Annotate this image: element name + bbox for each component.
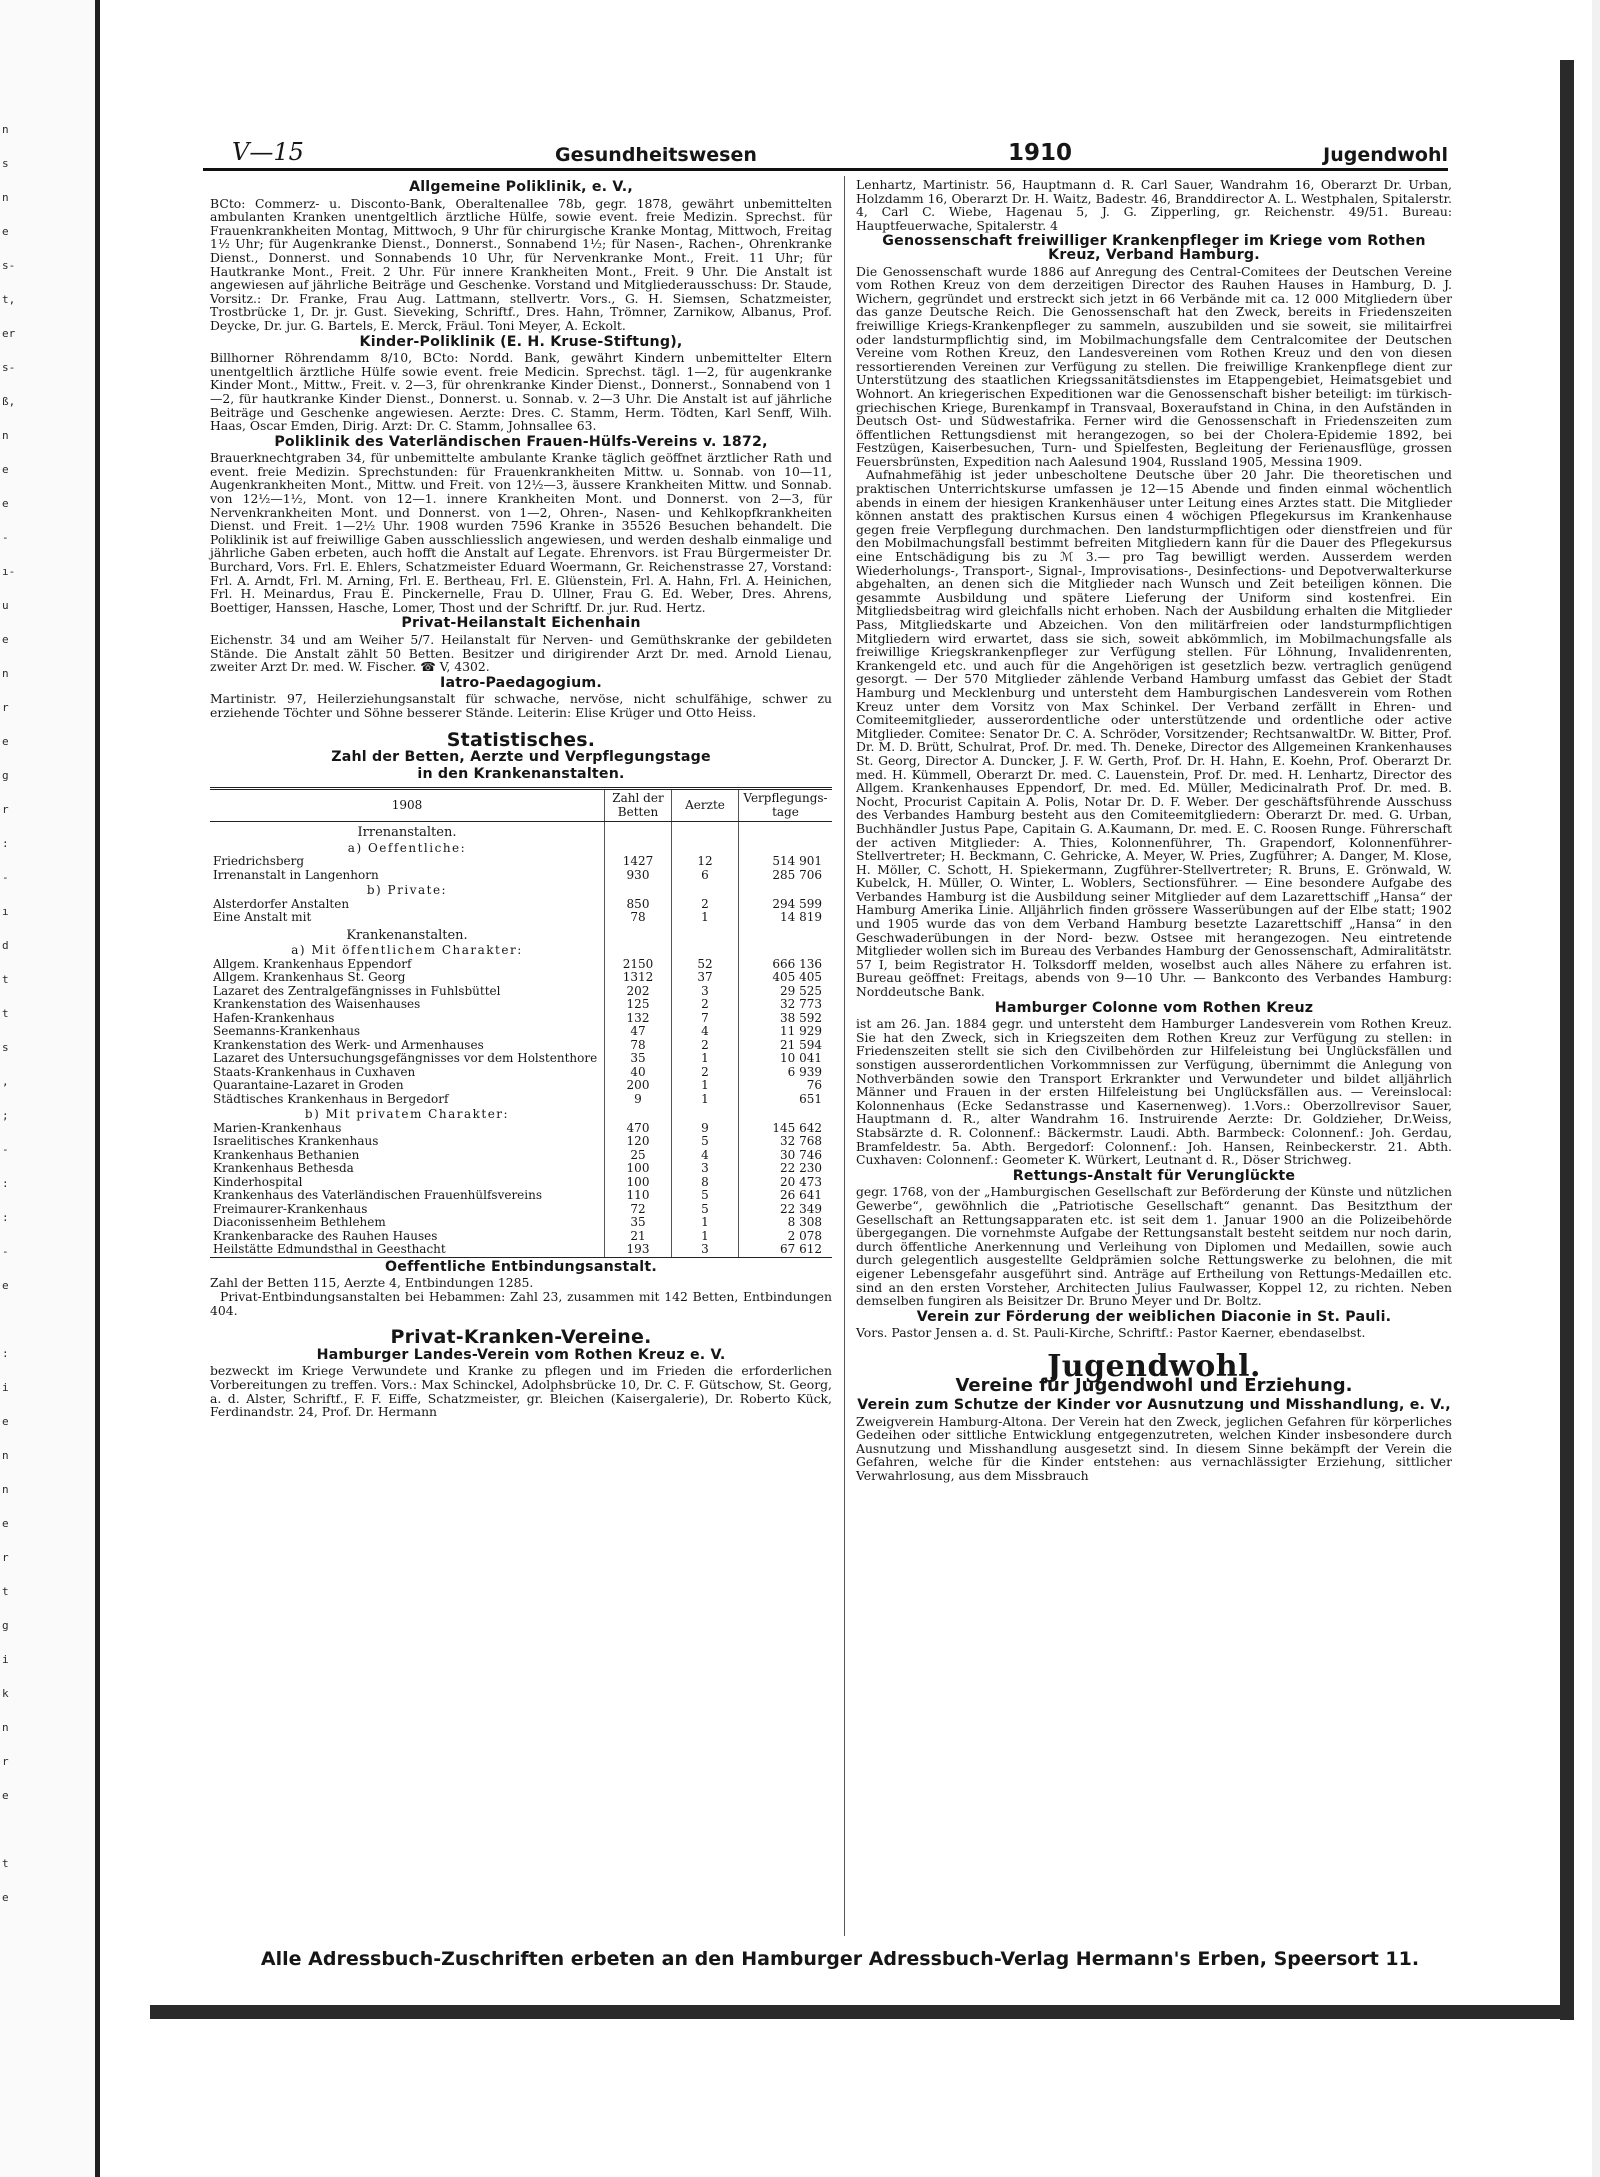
care-days: 6 939: [739, 1066, 833, 1080]
beds-count: 25: [605, 1149, 672, 1163]
care-days: 32 768: [739, 1135, 833, 1149]
strip-fragment: r: [2, 1755, 9, 1768]
table-empty-cell: [605, 822, 672, 840]
care-days: 285 706: [739, 869, 833, 883]
doctors-count: 9: [672, 1122, 739, 1136]
strip-fragment: -: [2, 1143, 9, 1156]
institution-name: Marien-Krankenhaus: [213, 1120, 342, 1135]
table-header-beds: Zahl der Betten: [605, 789, 672, 822]
strip-fragment: n: [2, 1721, 9, 1734]
institution-name: Krankenhaus Bethesda: [213, 1161, 354, 1176]
header-left-title: Gesundheitswesen: [554, 144, 757, 166]
table-row: [210, 1135, 832, 1149]
strip-fragment: n: [2, 1449, 9, 1462]
care-days: 651: [739, 1093, 833, 1107]
table-row: [210, 1243, 832, 1257]
institution-name: Eine Anstalt mit: [213, 910, 312, 925]
right-section-title: Verein zur Förderung der weiblichen Diaconie in St. Pauli.: [916, 1308, 1392, 1325]
beds-count: 78: [605, 911, 672, 925]
strip-fragment: e: [2, 1279, 9, 1292]
right-edge-bar: [1560, 60, 1574, 2020]
institution-name: Irrenanstalt in Langenhorn: [213, 867, 379, 882]
doctors-count: 5: [672, 1203, 739, 1217]
table-empty-cell: [739, 840, 833, 856]
table-row: [210, 958, 832, 972]
strip-fragment: ;: [2, 1109, 9, 1122]
strip-fragment: t: [2, 1007, 9, 1020]
beds-count: 110: [605, 1189, 672, 1203]
table-row: [210, 1122, 832, 1136]
table-row: [210, 1039, 832, 1053]
table-row: [210, 998, 832, 1012]
institution-name: Kinderhospital: [213, 1174, 303, 1189]
table-subgroup-heading: a) Mit öffentlichem Charakter:: [291, 943, 523, 958]
table-empty-cell: [605, 1106, 672, 1122]
table-row: [210, 855, 832, 869]
institution-name: Lazaret des Zentralgefängnisses in Fuhlsbüttel: [213, 983, 501, 998]
statistics-subtitle: Zahl der Betten, Aerzte und Verpflegungstage: [331, 749, 711, 766]
strip-fragment: t: [2, 1585, 9, 1598]
institution-name: Allgem. Krankenhaus St. Georg: [213, 970, 406, 985]
header-right-title: Jugendwohl: [1323, 144, 1448, 166]
beds-count: 35: [605, 1216, 672, 1230]
right-section-text: Aufnahmefähig ist jeder unbescholtene Deutsche über 20 Jahr. Die theoretischen und praktischen Unterrichtskurse umfassen je 12—15 Abende und finden einmal wöchentlich abends in einem der hiesigen Krankenhäuser unter Leitung eines Arztes statt. Die Mitglieder können anstatt des praktischen Kursus einen 4 wöchigen Pflegekursus im Krankenhause gegen freie Verpflegung durchmachen. Den landsturmpflichtigen oder dienstfreien und für den Mobilmachungsfall bestimmt befreiten Mitgliedern kann für die Dauer des Pflegekursus eine Entschädigung bis zu ℳ 3.— pro Tag bewilligt werden. Ausserdem werden Wiederholungs-, Transport-, Signal-, Improvisations-, Desinfections- und Depotverwalterkurse abgehalten, an denen sich die Mitglieder nach Wunsch und Zeit beteiligen können. Die gesammte Ausbildung und spätere Lieferung der Uniform sind kostenfrei. Ein Mitgliedsbeitrag wird gleichfalls nicht erhoben. Nach der Ausbildung erhalten die Mitglieder Pass, Mitgliedskarte und Abzeichen. Von den militärfreien oder landsturmpflichtigen Mitgliedern wird erwartet, dass sie sich, soweit abkömmlich, im Mobilmachungsfalle als freiwillige Kriegskrankenpfleger zur Verfügung stellen. Für Löhnung, Invalidenrenten, Krankengeld etc. und auch für die Angehörigen ist gesetzlich bezw. vertraglich genügend gesorgt. — Der 570 Mitglieder zählende Verband Hamburg umfasst das Gebiet der Stadt Hamburg und Mecklenburg und untersteht dem Hamburgischen Landesverein vom Rothen Kreuz unter dem Vorsitz von Max Schinkel. Der Verband zerfällt in Ehren- und Comiteemitglieder, ausserordentliche oder unterstützende und ordentliche oder active Mitglieder. Comitee: Senator Dr. C. A. Schröder, Vorsitzender; RechtsanwaltDr. W. Bitter, Prof. Dr. M. D. Brütt, Schulrat, Prof. Dr. med. Th. Deneke, Director des Allgemeinen Krankenhauses St. Georg, Director A. Duncker, J. F. W. Gerth, Prof. Dr. H. Hahn, E. Koehn, Prof. Oberarzt Dr. med. H. Kümmell, Oberarzt Dr. med. C. Lauenstein, Prof. Dr. med. H. Lenhartz, Director des Allgem. Krankenhauses Eppendorf, Dr. med. Ed. Müller, Medicinalrath Prof. Dr. med. B. Nocht, Procurist Capitain A. Polis, Notar Dr. D. F. Weber. Der geschäftsführende Ausschuss des Verbandes Hamburg besteht aus den Comiteemitgliedern: Oberarzt Dr. med. G. Urban, Buchhändler Justus Pape, Capitain G. A.Kaumann, Dr. med. E. C. Roosen Runge. Führerschaft der activen Mitglieder: A. Thies, Kolonnenführer, Th. Grapendorf, Kolonnenführer-Stellvertreter; H. Beckmann, C. Gehricke, A. Meyer, W. Pries, Zugführer; A. Danger, M. Klose, H. Möller, C. Schott, H. Spiekermann, Zugführer-Stellvertreter; R. Bruns, E. Grönwald, W. Kubelck, H. Müller, O. Winter, L. Woblers, Sectionsführer. — Eine besondere Aufgabe des Verbandes Hamburg ist die Ausbildung seiner Mitglieder auf dem Lazarettschiff „Hansa“ der Hamburg Amerika Linie. Alljährlich finden grössere Wasserübungen auf der Elbe statt; 1902 und 1905 wurde das von dem Verband Hamburg besetzte Lazarettschiff „Hansa“ in den Geschwaderübungen in der Nord- bezw. Ostsee mit herangezogen. Neu eintretende Mitglieder wollen sich im Bureau des Verbandes Hamburg der Genossenschaft, Admiralitätstr. 57 I, beim Registrator H. Tolksdorff melden, woselbst auch alles Nähere zu erfahren ist. Bureau geöffnet: Freitags, abends von 9—10 Uhr. — Bankconto des Verbandes Hamburg: Norddeutsche Bank.: [856, 467, 1452, 1000]
entbindung-section-title: Oeffentliche Entbindungsanstalt.: [385, 1258, 657, 1275]
beds-count: 100: [605, 1162, 672, 1176]
right-section-text: Die Genossenschaft wurde 1886 auf Anregung des Central-Comitees der Deutschen Vereine vom Rothen Kreuz von dem derzeitigen Director des Rauhen Hauses in Hamburg, D. J. Wichern, gegründet und erstreckt sich jetzt in 66 Verbände mit ca. 12 000 Mitgliedern über das ganze Deutsche Reich. Die Genossenschaft hat den Zweck, bereits in Friedenszeiten freiwillige Kriegs-Krankenpfleger zu sammeln, auszubilden und sie soweit, sie militairfrei oder landsturmpflichtig sind, im Mobilmachungsfalle dem Centralcomitee der Deutschen Vereine vom Rothen Kreuz, den Landesvereinen vom Rothen Kreuz und den von diesen ressortierenden Vereinen zur Verfügung zu stellen. Die freiwillige Krankenpflege dient zur Unterstützung des staatlichen Kriegssanitätsdienstes im Etappengebiet, Heimatsgebiet und Wohnort. An kriegerischen Expeditionen war die Genossenschaft bisher beteiligt: im türkisch-griechischen Kriege, Burenkampf in Transvaal, Boxeraufstand in China, in den Aufständen in Deutsch Ost- und Südwestafrika. Ferner wird die Genossenschaft in Friedenszeiten zum öffentlichen Rettungsdienst mit herangezogen, so bei der Cholera-Epidemie 1892, bei Festzügen, Kaiserbesuchen, Turn- und Spielfesten, Begleitung der Ferienausflüge, grossen Feuersbrünsten, Expedition nach Aalesund 1904, Russland 1905, Messina 1909.: [856, 263, 1452, 469]
table-empty-cell: [605, 942, 672, 958]
privat-title: Privat-Kranken-Vereine.: [390, 1326, 652, 1349]
beds-count: 40: [605, 1066, 672, 1080]
table-group-row: [210, 925, 832, 943]
bottom-edge-bar: [150, 2005, 1566, 2019]
table-empty-cell: [672, 882, 739, 898]
care-days: 514 901: [739, 855, 833, 869]
footer-note: Alle Adressbuch-Zuschriften erbeten an den Hamburger Adressbuch-Verlag Hermann's Erben, Speersort 11.: [260, 1948, 1420, 1970]
strip-fragment: ı: [2, 905, 9, 918]
table-empty-cell: [739, 942, 833, 958]
strip-fragment: e: [2, 463, 9, 476]
table-row: [210, 1066, 832, 1080]
care-days: 76: [739, 1079, 833, 1093]
care-days: 38 592: [739, 1012, 833, 1026]
jugend-section-title: Verein zum Schutze der Kinder vor Ausnutzung und Misshandlung, e. V.,: [857, 1397, 1451, 1414]
strip-fragment: n: [2, 667, 9, 680]
institution-name: Krankenhaus des Vaterländischen Frauenhülfsvereins: [213, 1188, 543, 1203]
institution-name: Heilstätte Edmundsthal in Geesthacht: [210, 1243, 605, 1257]
jugend-section-text: Zweigverein Hamburg-Altona. Der Verein hat den Zweck, jeglichen Gefahren für körperliches Gedeihen oder sittliche Entwicklung entgegenzutreten, welchen Kinder insbesondere durch Ausnutzung und Misshandlung ausgesetzt sind. In diesem Sinne bekämpft der Verein die Gefahren, welche für die Kinder entstehen: aus vernachlässigter Erziehung, sittlicher Verwahrlosung, aus dem Missbrauch: [856, 1413, 1452, 1484]
doctors-count: 1: [672, 1093, 739, 1107]
strip-fragment: n: [2, 429, 9, 442]
beds-count: 470: [605, 1122, 672, 1136]
table-subgroup-heading: b) Private:: [366, 883, 448, 898]
care-days: 29 525: [739, 985, 833, 999]
institution-name: Hafen-Krankenhaus: [213, 1010, 335, 1025]
strip-fragment: s: [2, 157, 9, 170]
doctors-count: 37: [672, 971, 739, 985]
strip-fragment: r: [2, 701, 9, 714]
strip-fragment: -: [2, 531, 9, 544]
institution-name: Friedrichsberg: [213, 854, 305, 869]
strip-fragment: g: [2, 1619, 9, 1632]
strip-fragment: n: [2, 1483, 9, 1496]
institution-name: Israelitisches Krankenhaus: [213, 1134, 379, 1149]
statistics-table: [210, 787, 832, 1258]
table-empty-cell: [672, 925, 739, 943]
doctors-count: 2: [672, 1039, 739, 1053]
table-empty-cell: [605, 925, 672, 943]
privat-section-title: Hamburger Landes-Verein vom Rothen Kreuz e. V.: [316, 1346, 726, 1363]
doctors-count: 7: [672, 1012, 739, 1026]
doctors-count: 3: [672, 1162, 739, 1176]
beds-count: 125: [605, 998, 672, 1012]
right-section-text: gegr. 1768, von der „Hamburgischen Gesellschaft zur Beförderung der Künste und nützlichen Gewerbe“, gewöhnlich die „Patriotische Gesellschaft“ genannt. Das Besitzthum der Gesellschaft an Rettungsapparaten etc. ist seit dem 1. Januar 1900 an die Polizeibehörde übergegangen. Die vornehmste Aufgabe der Rettungsanstalt besteht seitdem nur noch darin, durch öffentliche Anerkennung und Verleihung von Diplomen und Medaillen, sowie auch durch gelegentlich ausgestellte Geldprämien solche Rettungswerke zu belohnen, die mit eigener Lebensgefahr ausgeführt sind. Anträge auf Ertheilung von Rettungs-Medaillen etc. sind an den ersten Vorsteher, Architecten Julius Faulwasser, Koppel 12, zu richten. Neben demselben fungiren als Beisitzer Dr. Bruno Meyer und Dr. Boltz.: [856, 1184, 1452, 1309]
table-header-doctors: Aerzte: [672, 789, 739, 822]
institution-name: Quarantaine-Lazaret in Groden: [213, 1078, 404, 1093]
beds-count: 132: [605, 1012, 672, 1026]
doctors-count: 3: [672, 985, 739, 999]
table-group-row: [210, 822, 832, 840]
strip-fragment: u: [2, 599, 9, 612]
doctors-count: 52: [672, 958, 739, 972]
institution-name: Allgem. Krankenhaus Eppendorf: [213, 956, 412, 971]
right-section-title: Rettungs-Anstalt für Verunglückte: [1012, 1167, 1296, 1184]
beds-count: 47: [605, 1025, 672, 1039]
strip-fragment: e: [2, 1891, 9, 1904]
strip-fragment: :: [2, 1347, 9, 1360]
care-days: 22 349: [739, 1203, 833, 1217]
strip-fragment: :: [2, 1211, 9, 1224]
beds-count: 35: [605, 1052, 672, 1066]
care-days: 26 641: [739, 1189, 833, 1203]
strip-fragment: i: [2, 1653, 9, 1666]
table-subgroup-row: [210, 942, 832, 958]
left-section-title: Allgemeine Poliklinik, e. V.,: [409, 179, 633, 195]
table-empty-cell: [739, 1106, 833, 1122]
institution-name: Freimaurer-Krankenhaus: [213, 1201, 368, 1216]
doctors-count: 4: [672, 1149, 739, 1163]
strip-fragment: -: [2, 871, 9, 884]
left-section-title: Poliklinik des Vaterländischen Frauen-Hülfs-Vereins v. 1872,: [274, 433, 768, 450]
table-subgroup-heading: b) Mit privatem Charakter:: [304, 1107, 510, 1122]
strip-fragment: ı-: [2, 565, 16, 578]
header-year: 1910: [1008, 140, 1073, 166]
table-row: [210, 869, 832, 883]
care-days: 32 773: [739, 998, 833, 1012]
doctors-count: 1: [672, 1216, 739, 1230]
statistics-title: Statistisches.: [446, 728, 596, 751]
institution-name: Krankenhaus Bethanien: [213, 1147, 360, 1162]
beds-count: 9: [605, 1093, 672, 1107]
table-subgroup-row: [210, 840, 832, 856]
right-intro: Lenhartz, Martinistr. 56, Hauptmann d. R. Carl Sauer, Wandrahm 16, Oberarzt Dr. Urban, Holzdamm 16, Oberarzt Dr. H. Waitz, Badestr. 46, Branddirector A. L. Westphalen, Spitalerstr. 4, Carl C. Wiebe, Hagenau 5, J. G. Zipperling, gr. Reichenstr. 49/51. Bureau: Hauptfeuerwache, Spitalerstr. 4: [856, 177, 1452, 233]
table-row: [210, 1012, 832, 1026]
beds-count: 850: [605, 898, 672, 912]
table-row: [210, 985, 832, 999]
care-days: 405 405: [739, 971, 833, 985]
care-days: 20 473: [739, 1176, 833, 1190]
strip-fragment: e: [2, 1789, 9, 1802]
strip-fragment: s-: [2, 361, 16, 374]
table-row: [210, 1079, 832, 1093]
beds-count: 72: [605, 1203, 672, 1217]
table-row: [210, 1216, 832, 1230]
doctors-count: 5: [672, 1135, 739, 1149]
strip-fragment: e: [2, 633, 9, 646]
page-header: [232, 132, 1448, 166]
table-empty-cell: [739, 822, 833, 840]
doctors-count: 3: [672, 1243, 739, 1257]
left-section-text: BCto: Commerz- u. Disconto-Bank, Oberaltenallee 78b, gegr. 1878, gewährt unbemittelten ambulanten Kranken unentgeltlich ärztliche Hülfe, sowie event. freie Medizin. Sprechst. für Frauenkrankheiten Montag, Mittwoch, 9 Uhr für chirurgische Kranke Montag, Mittwoch, Freitag 1½ Uhr; für Augenkranke Dienst., Donnerst., Sonnabend 1½; für Nasen-, Rachen-, Ohrenkranke Dienst., Donnerst. und Sonnabends 10 Uhr, für Nervenkranke Mont., Freit. 11 Uhr; für Hautkranke Mont., Freit. 2 Uhr. Für innere Krankheiten Mont., Freit. 9 Uhr. Die Anstalt ist angewiesen auf jährliche Beiträge und Geschenke. Vorstand und Mitgliederausschuss: Dr. Staude, Vorsitz.: Dr. Franke, Frau Aug. Lattmann, stellvertr. Vors., G. H. Siemsen, Schatzmeister, Trostbrücke 1, Dr. jr. Gust. Sieveking, Schriftf., Dres. Hahn, Trömner, Zarnikow, Albanus, Prof. Deycke, Dr. jur. G. Bartels, E. Merck, Fräul. Toni Meyer, A. Eckolt.: [210, 195, 832, 333]
care-days: 10 041: [739, 1052, 833, 1066]
doctors-count: 1: [672, 1230, 739, 1244]
column-divider: [844, 176, 845, 1936]
adjacent-page-strip: [0, 0, 100, 2177]
left-section-text: Billhorner Röhrendamm 8/10, BCto: Nordd. Bank, gewährt Kindern unbemittelter Eltern unentgeltlich ärztliche Hülfe sowie event. freie Medicin. Sprechst. tägl. 1—2, für augenkranke Kinder Mont., Mittw., Freit. v. 2—3, für ohrenkranke Kinder Dienst., Donnerst., Sonnabend von 1—2, für hautkranke Kinder Dienst., Donnerst. u. Sonnab. v. 2—3 Uhr. Die Anstalt ist auf jährliche Beiträge und Geschenke angewiesen. Aerzte: Dres. C. Stamm, Herm. Tödten, Karl Senff, Wilh. Haas, Oscar Emden, Dirig. Arzt: Dr. C. Stamm, Johnsallee 63.: [210, 350, 832, 434]
care-days: 22 230: [739, 1162, 833, 1176]
strip-fragment: ,: [2, 1075, 9, 1088]
strip-fragment: s: [2, 1041, 9, 1054]
doctors-count: 2: [672, 1066, 739, 1080]
strip-fragment: e: [2, 735, 9, 748]
care-days: 14 819: [739, 911, 833, 925]
doctors-count: 8: [672, 1176, 739, 1190]
entbindung-section-text: Privat-Entbindungsanstalten bei Hebammen: Zahl 23, zusammen mit 142 Betten, Entbindungen 404.: [210, 1289, 832, 1318]
doctors-count: 1: [672, 911, 739, 925]
care-days: 8 308: [739, 1216, 833, 1230]
table-empty-cell: [672, 942, 739, 958]
beds-count: 21: [605, 1230, 672, 1244]
institution-name: Krankenstation des Werk- und Armenhauses: [213, 1037, 484, 1052]
table-row: [210, 1189, 832, 1203]
beds-count: 930: [605, 869, 672, 883]
page-number: V—15: [232, 138, 304, 166]
institution-name: Seemanns-Krankenhaus: [213, 1024, 361, 1039]
table-row: [210, 898, 832, 912]
strip-fragment: k: [2, 1687, 9, 1700]
table-empty-cell: [672, 1106, 739, 1122]
table-row: [210, 1203, 832, 1217]
doctors-count: 6: [672, 869, 739, 883]
strip-fragment: e: [2, 1415, 9, 1428]
strip-fragment: n: [2, 191, 9, 204]
right-section-text: ist am 26. Jan. 1884 gegr. und untersteht dem Hamburger Landesverein vom Rothen Kreuz. Sie hat den Zweck, sich in Kriegszeiten dem Rothen Kreuz zur Verfügung zu stellen: in Friedenszeiten stellt sie sich den Civilbehörden zur Hilfeleistung bei Unglücksfällen und sonstigen ausserordentlichen Vorkommnissen zur Verfügung, übernimmt die Anlegung von Nothverbänden sowie den Transport Erkrankter und Verwundeter und bildet alljährlich Männer und Frauen in der ersten Hilfeleistung bei Unglücksfällen aus. — Vereinslocal: Kolonnenhaus (Ecke Sedanstrasse und Kasernenweg). 1.Vors.: Oberzollrevisor Sauer, Hauptmann d. R., alter Wandrahm 16. Instruirende Aerzte: Dr. Goldzieher, Dr.Weiss, Stabsärzte d. R. Colonnenf.: Bäckermstr. Laudi. Abth. Barmbeck: Colonnenf.: Joh. Gerdau, Bramfeldestr. 5a. Abth. Bergedorf: Colonnenf.: Joh. Hansen, Reinbeckerstr. 21. Abth. Cuxhaven: Colonnenf.: Geometer K. Würkert, Leutnant d. R., Döser Strichweg.: [856, 1016, 1452, 1168]
doctors-count: 2: [672, 998, 739, 1012]
strip-fragment: t,: [2, 293, 16, 306]
left-section-title: Kinder-Poliklinik (E. H. Kruse-Stiftung),: [359, 333, 683, 350]
privat-section-text: bezweckt im Kriege Verwundete und Kranke zu pflegen und im Frieden die erforderlichen Vorbereitungen zu treffen. Vors.: Max Schinckel, Adolphsbrücke 10, Dr. C. F. Gütschow, St. Georg, a. d. Alster, Schriftf., F. F. Eiffe, Schatzmeister, gr. Bleichen (Kaisergalerie), Dr. Roberto Kück, Ferdinandstr. 24, Prof. Dr. Hermann: [210, 1363, 832, 1420]
strip-fragment: g: [2, 769, 9, 782]
care-days: 666 136: [739, 958, 833, 972]
beds-count: 78: [605, 1039, 672, 1053]
strip-fragment: er: [2, 327, 16, 340]
care-days: 145 642: [739, 1122, 833, 1136]
beds-count: 100: [605, 1176, 672, 1190]
strip-fragment: t: [2, 973, 9, 986]
strip-fragment: n: [2, 123, 9, 136]
care-days: 21 594: [739, 1039, 833, 1053]
left-section-title: Iatro-Paedagogium.: [439, 674, 602, 691]
institution-name: Lazaret des Untersuchungsgefängnisses vor dem Holstenthore: [213, 1051, 598, 1066]
jugendwohl-title: Jugendwohl.: [1047, 1348, 1261, 1384]
strip-fragment: :: [2, 1177, 9, 1190]
beds-count: 1312: [605, 971, 672, 985]
doctors-count: 1: [672, 1052, 739, 1066]
doctors-count: 4: [672, 1025, 739, 1039]
table-group-heading: Krankenanstalten.: [346, 927, 468, 943]
doctors-count: 12: [672, 855, 739, 869]
institution-name: Krankenbaracke des Rauhen Hauses: [213, 1228, 438, 1243]
doctors-count: 2: [672, 898, 739, 912]
institution-name: Alsterdorfer Anstalten: [213, 896, 350, 911]
table-row: [210, 1025, 832, 1039]
strip-fragment: e: [2, 225, 9, 238]
table-empty-cell: [672, 840, 739, 856]
strip-fragment: s-: [2, 259, 16, 272]
institution-name: Krankenstation des Waisenhauses: [213, 997, 421, 1012]
table-subgroup-row: [210, 882, 832, 898]
table-subgroup-heading: a) Oeffentliche:: [347, 840, 467, 855]
beds-count: 120: [605, 1135, 672, 1149]
table-subgroup-row: [210, 1106, 832, 1122]
left-section-text: Brauerknechtgraben 34, für unbemittelte ambulante Kranke täglich geöffnet ärztlicher Rath und event. freie Medizin. Sprechstunden: für Frauenkrankheiten Mittw. u. Sonnab. von 10—11, Augenkrankheiten Mont., Mittw. und Freit. von 12½—3, äussere Krankheiten Mittw. und Sonnab. von 12½—1½, Mont. von 12—1. innere Krankheiten Mont. und Donnerst. von 2—3, für Nervenkrankheiten Mont. und Donnerst. von 1—2, Ohren-, Nasen- und Kehlkopfkrankheiten Dienst. und Freit. 1—2½ Uhr. 1908 wurden 7596 Kranke in 35526 Besuchen behandelt. Die Poliklinik ist auf freiwillige Gaben ausschliesslich angewiesen, und werden deshalb einmalige und jährliche Gaben erbeten, auch hofft die Anstalt auf Legate. Ehrenvors. ist Frau Bürgermeister Dr. Burchard, Vors. Frl. E. Ehlers, Schatzmeister Eduard Woermann, Gr. Reichenstrasse 27, Vorstand: Frl. A. Arndt, Frl. M. Arning, Frl. E. Bertheau, Frl. E. Glüenstein, Frl. A. Hahn, Frl. A. Heinichen, Frl. H. Meinardus, Frau E. Pinckernelle, Frau D. Ullner, Frau G. Ed. Weber, Dres. Ahrens, Boettiger, Hanssen, Hasche, Lomer, Thost und der Schriftf. Dr. jur. Rud. Hertz.: [210, 450, 832, 615]
entbindung-section-text: Zahl der Betten 115, Aerzte 4, Entbindungen 1285.: [210, 1275, 534, 1291]
strip-fragment: r: [2, 803, 9, 816]
doctors-count: 1: [672, 1079, 739, 1093]
strip-fragment: e: [2, 497, 9, 510]
left-column: [210, 178, 832, 1419]
beds-count: 202: [605, 985, 672, 999]
care-days: 11 929: [739, 1025, 833, 1039]
right-section-title: Hamburger Colonne vom Rothen Kreuz: [994, 999, 1314, 1016]
table-row: [210, 911, 832, 925]
table-empty-cell: [739, 882, 833, 898]
table-row: [210, 1052, 832, 1066]
table-row: [210, 1149, 832, 1163]
table-row: [210, 1176, 832, 1190]
right-section-title: Genossenschaft freiwilliger Krankenpfleger im Kriege vom Rothen Kreuz, Verband Hamburg.: [882, 233, 1426, 263]
care-days: 2 078: [739, 1230, 833, 1244]
strip-fragment: ß,: [2, 395, 16, 408]
statistics-subtitle-2: in den Krankenanstalten.: [417, 765, 625, 782]
jugendwohl-subtitle: Vereine für Jugendwohl und Erziehung.: [955, 1375, 1353, 1397]
right-section-text: Vors. Pastor Jensen a. d. St. Pauli-Kirche, Schriftf.: Pastor Kaerner, ebendaselbst.: [856, 1325, 1366, 1341]
beds-count: 2150: [605, 958, 672, 972]
institution-name: Staats-Krankenhaus in Cuxhaven: [213, 1064, 416, 1079]
institution-name: Städtisches Krankenhaus in Bergedorf: [213, 1091, 449, 1106]
table-group-heading: Irrenanstalten.: [357, 825, 457, 841]
institution-name: Diaconissenheim Bethlehem: [213, 1215, 386, 1230]
beds-count: 193: [605, 1243, 672, 1257]
beds-count: 200: [605, 1079, 672, 1093]
left-section-title: Privat-Heilanstalt Eichenhain: [401, 615, 641, 632]
strip-fragment: :: [2, 837, 9, 850]
care-days: 67 612: [739, 1243, 833, 1257]
table-header-days: Verpflegungs-tage: [739, 789, 833, 822]
care-days: 30 746: [739, 1149, 833, 1163]
table-row: [210, 1093, 832, 1107]
strip-fragment: t: [2, 1857, 9, 1870]
care-days: 294 599: [739, 898, 833, 912]
left-section-text: Martinistr. 97, Heilerziehungsanstalt für schwache, nervöse, nicht schulfähige, schwer zu erziehende Töchter und Söhne besserer Stände. Leiterin: Elise Krüger und Otto Heiss.: [210, 691, 832, 720]
strip-fragment: -: [2, 1245, 9, 1258]
table-row: [210, 971, 832, 985]
strip-fragment: e: [2, 1517, 9, 1530]
header-rule: [203, 168, 1448, 171]
doctors-count: 5: [672, 1189, 739, 1203]
strip-fragment: r: [2, 1551, 9, 1564]
table-empty-cell: [605, 840, 672, 856]
right-column: [856, 178, 1452, 1483]
table-row: [210, 1230, 832, 1244]
table-empty-cell: [605, 882, 672, 898]
table-row: [210, 1162, 832, 1176]
left-section-text: Eichenstr. 34 und am Weiher 5/7. Heilanstalt für Nerven- und Gemüthskranke der gebildeten Stände. Die Anstalt zählt 50 Betten. Besitzer und dirigirender Arzt Dr. med. Arnold Lienau, zweiter Arzt Dr. med. W. Fischer. ☎ V, 4302.: [210, 632, 832, 675]
strip-fragment: d: [2, 939, 9, 952]
beds-count: 1427: [605, 855, 672, 869]
table-header-year: 1908: [210, 789, 605, 822]
table-empty-cell: [739, 925, 833, 943]
table-empty-cell: [672, 822, 739, 840]
strip-fragment: i: [2, 1381, 9, 1394]
